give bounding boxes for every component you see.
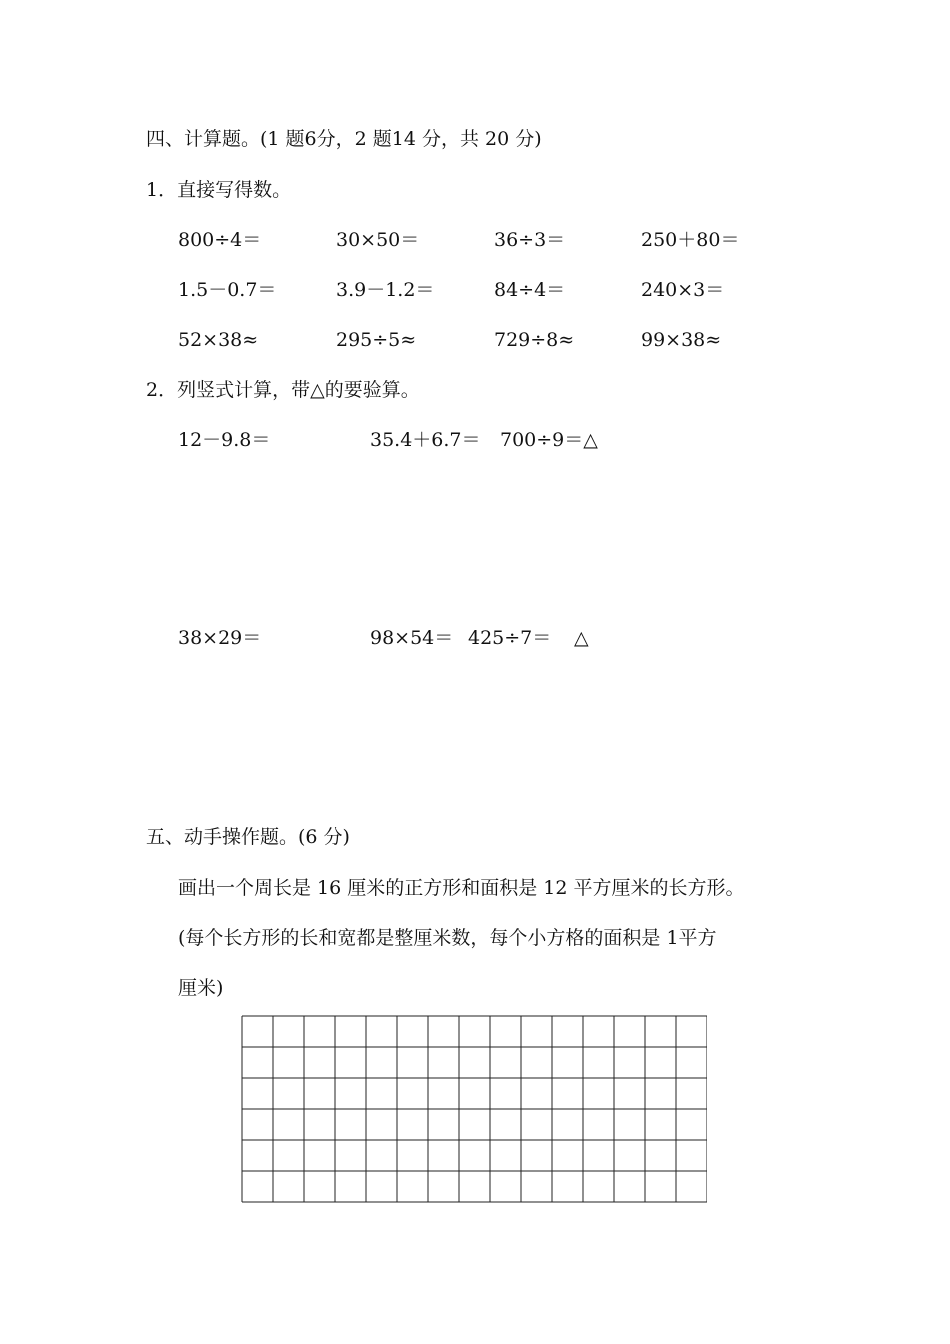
q1-item: 36÷3＝ (494, 229, 566, 251)
q1-item: 1.5－0.7＝ (178, 279, 277, 301)
q2-title: 2．列竖式计算，带△的要验算。 (146, 379, 420, 401)
q1-item: 250＋80＝ (641, 229, 740, 251)
q1-item: 800÷4＝ (178, 229, 262, 251)
triangle-mark: △ (574, 627, 589, 649)
section5-instruction: 画出一个周长是 16 厘米的正方形和面积是 12 平方厘米的长方形。 (178, 877, 745, 899)
q1-item: 52×38≈ (178, 329, 259, 351)
q2-item: 12－9.8＝ (178, 429, 271, 451)
section4-heading: 四、计算题。(1 题6分，2 题14 分，共 20 分) (146, 128, 542, 150)
q2-item: 98×54＝ (370, 627, 454, 649)
q2-item: 425÷7＝ (468, 627, 552, 649)
q2-item: 35.4＋6.7＝ (370, 429, 481, 451)
square-grid (241, 1015, 707, 1205)
section5-heading: 五、动手操作题。(6 分) (146, 826, 350, 848)
q2-item: 700÷9＝△ (500, 429, 598, 451)
q1-item: 30×50＝ (336, 229, 420, 251)
q1-item: 729÷8≈ (494, 329, 575, 351)
section5-instruction: 厘米) (178, 977, 224, 999)
q2-item: 38×29＝ (178, 627, 262, 649)
q1-title: 1．直接写得数。 (146, 179, 292, 201)
q1-item: 3.9－1.2＝ (336, 279, 435, 301)
q1-item: 99×38≈ (641, 329, 722, 351)
q1-item: 295÷5≈ (336, 329, 417, 351)
section5-instruction: (每个长方形的长和宽都是整厘米数，每个小方格的面积是 1平方 (178, 927, 717, 949)
q1-item: 84÷4＝ (494, 279, 566, 301)
q1-item: 240×3＝ (641, 279, 725, 301)
